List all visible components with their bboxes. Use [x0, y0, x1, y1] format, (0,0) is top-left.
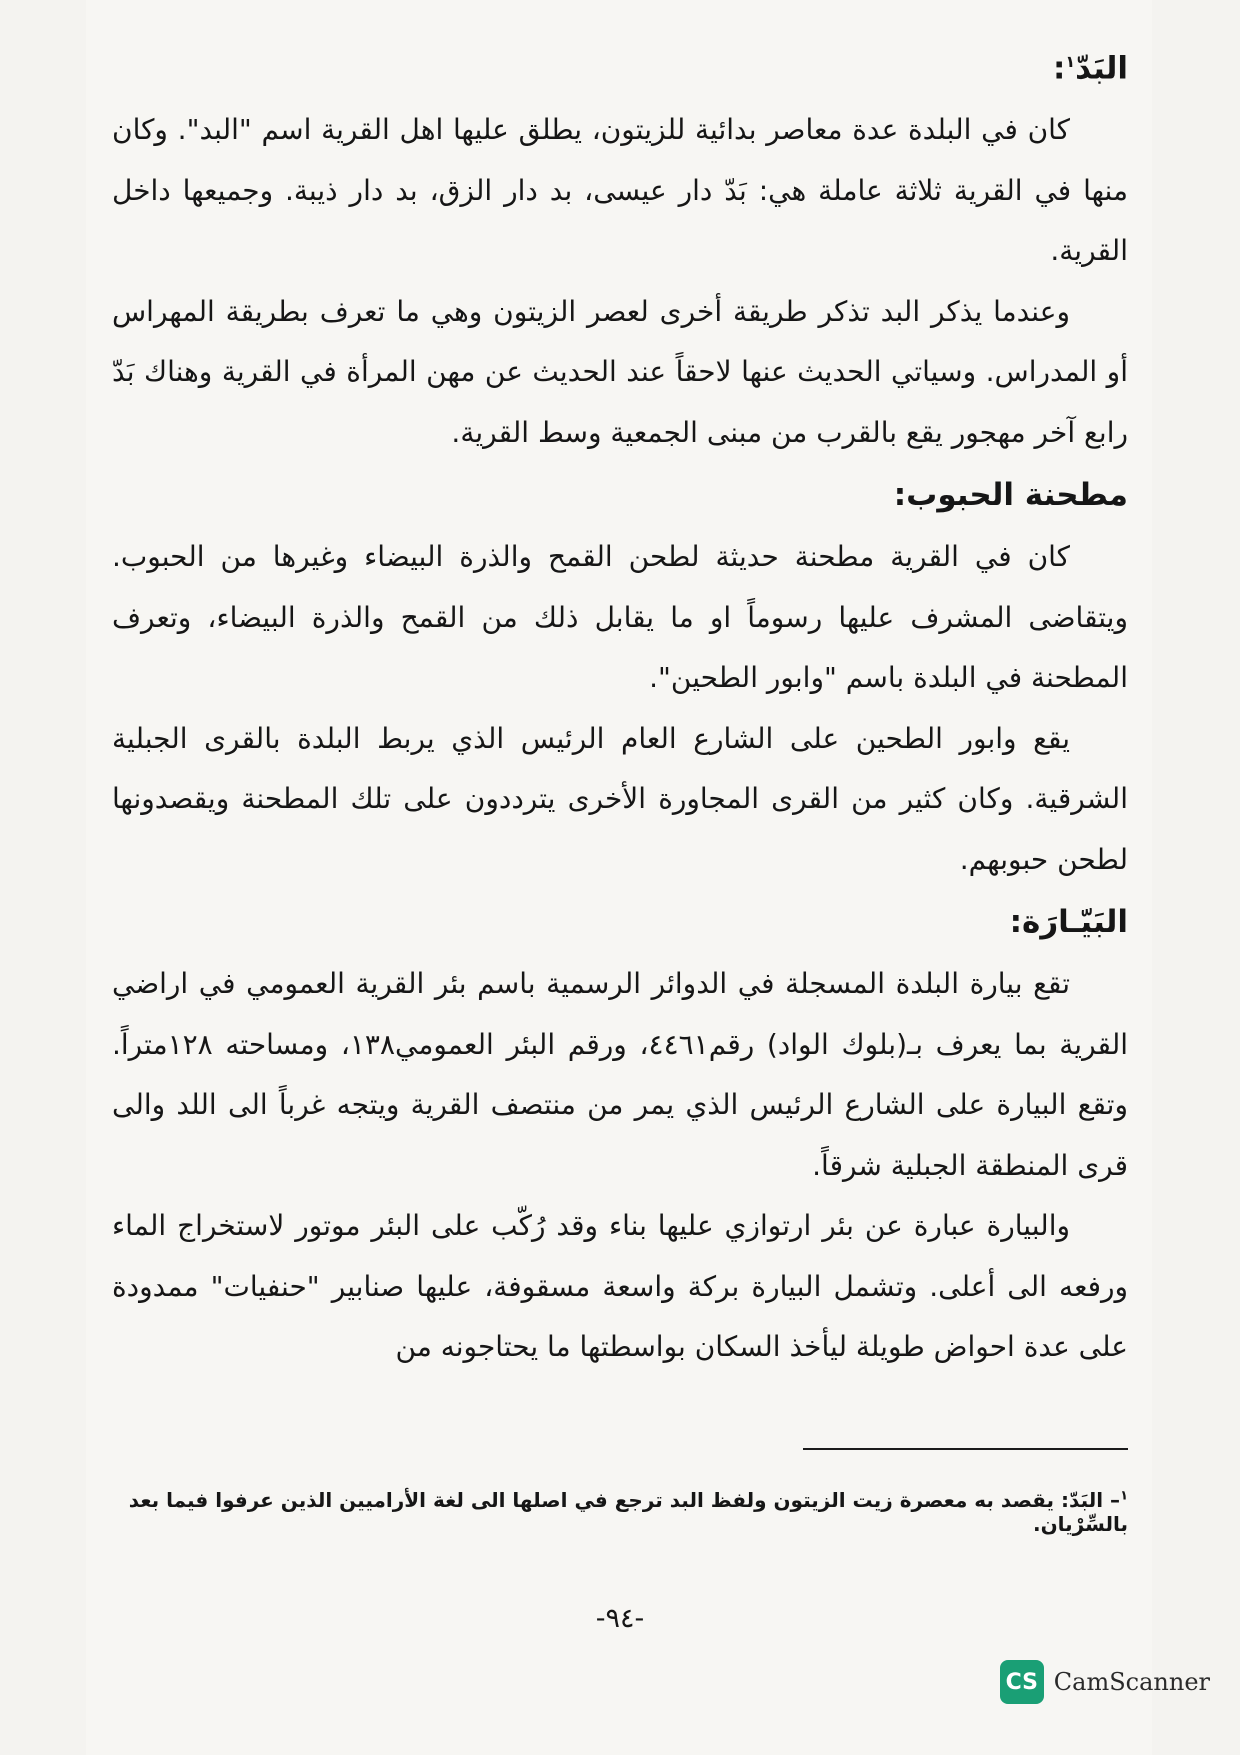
paragraph: والبيارة عبارة عن بئر ارتوازي عليها بناء وقد رُكّب على البئر موتور لاستخراج الماء ورفعه الى أعلى. وتشمل البيارة بركة واسعة مسقوفة، عليها صنابير "حنفيات" ممدودة على عدة احواض طويلة ليأخذ السكان بواسطتها ما يحتاجونه من: [112, 1209, 1128, 1364]
section-heading: البَيّـارَة:: [1009, 904, 1128, 941]
page-number: -٩٤-: [595, 1603, 645, 1634]
paragraph: وعندما يذكر البد تذكر طريقة أخرى لعصر الزيتون وهي ما تعرف بطريقة المهراس أو المدراس. وسياتي الحديث عنها لاحقاً عند الحديث عن مهن المرأة في القرية وهناك بَدّ رابع آخر مهجور يقع بالقرب من مبنى الجمعية وسط القرية.: [112, 294, 1128, 449]
footnote-text: – البَدّ: يقصد به معصرة زيت الزيتون ولفظ البد ترجع في اصلها الى لغة الأراميين الذين عرفوا فيما بعد بالسِّرْيان.: [128, 1488, 1128, 1536]
footnote-marker: ١: [1120, 1488, 1128, 1504]
section-heading: مطحنة الحبوب:: [893, 477, 1128, 514]
footnote-divider: [803, 1448, 1128, 1450]
paragraph: تقع بيارة البلدة المسجلة في الدوائر الرسمية باسم بئر القرية العمومي في اراضي القرية بما يعرف بـ(بلوك الواد) رقم٤٤٦١، ورقم البئر العمومي١٣٨، ومساحته ١٢٨متراً. وتقع البيارة على الشارع الرئيس الذي يمر من منتصف القرية ويتجه غرباً الى اللد والى قرى المنطقة الجبلية شرقاً.: [112, 967, 1129, 1182]
camscanner-watermark: [1000, 1660, 1210, 1704]
camscanner-logo-icon: CS: [1000, 1660, 1044, 1704]
paragraph: يقع وابور الطحين على الشارع العام الرئيس الذي يربط البلدة بالقرى الجبلية الشرقية. وكان كثير من القرى المجاورة الأخرى يترددون على تلك المطحنة ويقصدونها لطحن حبوبهم.: [112, 721, 1128, 876]
footnote: [112, 1488, 1128, 1536]
paragraph: كان في البلدة عدة معاصر بدائية للزيتون، يطلق عليها اهل القرية اسم "البد". وكان منها في القرية ثلاثة عاملة هي: بَدّ دار عيسى، بد دار الزق، بد دار ذيبة. وجميعها داخل القرية.: [112, 113, 1128, 268]
paragraph: كان في القرية مطحنة حديثة لطحن القمح والذرة البيضاء وغيرها من الحبوب. ويتقاضى المشرف عليها رسوماً او ما يقابل ذلك من القمح والذرة البيضاء، وتعرف المطحنة في البلدة باسم "وابور الطحين".: [112, 540, 1128, 695]
section-well: [112, 890, 1128, 1378]
section-grain-mill: [112, 463, 1128, 890]
watermark-brand: CamScanner: [1053, 1668, 1210, 1696]
page-content: [112, 30, 1128, 1378]
section-heading: البَدّ$^١$:: [1053, 50, 1128, 87]
footnote-reference: ١: [1065, 52, 1076, 71]
section-olive-press: [112, 30, 1128, 463]
